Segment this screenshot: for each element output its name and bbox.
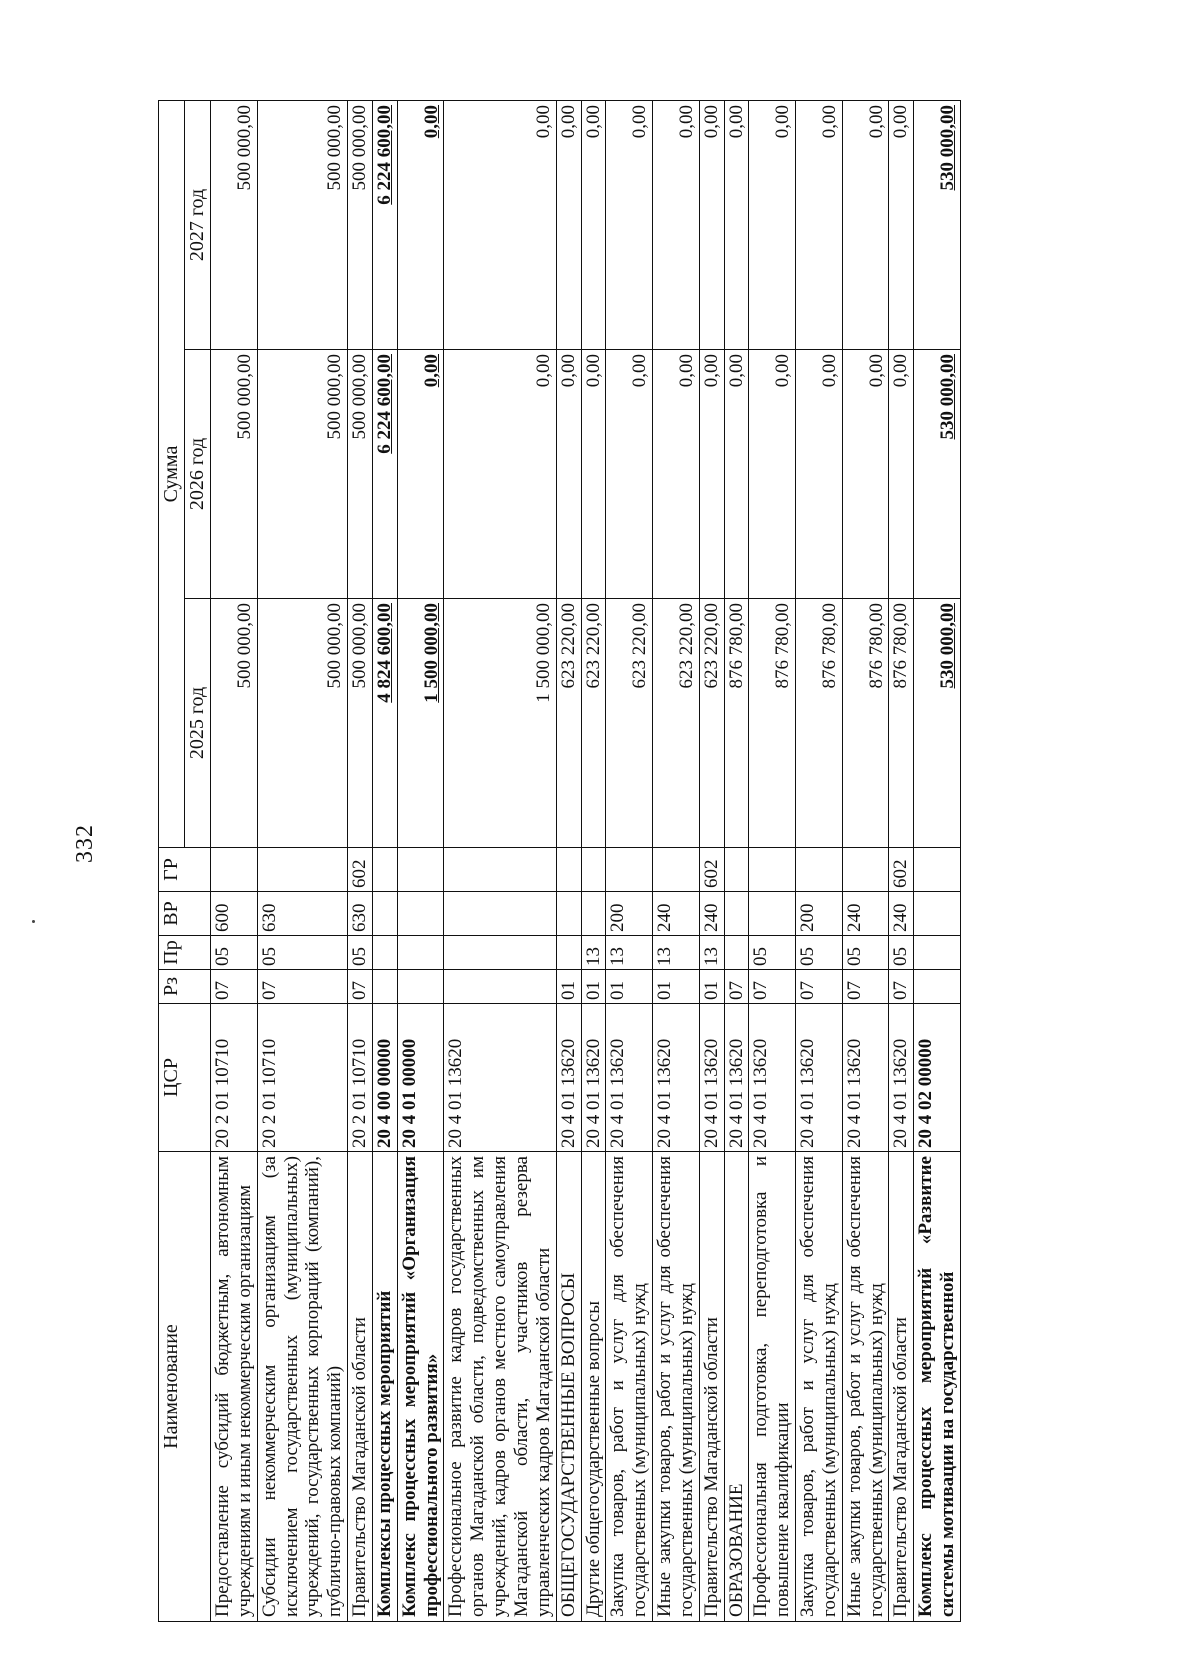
- cell-gr: [257, 848, 347, 892]
- cell-pr: 05: [796, 936, 843, 970]
- cell-vr: [444, 892, 556, 936]
- table-body: [211, 100, 961, 1621]
- cell-vr: 240: [699, 892, 724, 936]
- table-row: [372, 100, 397, 1621]
- cell-name: Предоставление субсидий бюджетным, автономным учреждениям и иным некоммерческим организациям: [211, 1152, 258, 1622]
- cell-gr: [606, 848, 653, 892]
- cell-2027: 0,00: [444, 100, 556, 349]
- cell-pr: 13: [581, 936, 606, 970]
- cell-rz: 01: [581, 970, 606, 1004]
- cell-name: Комплекс процессных мероприятий «Развитие системы мотивации на государственной: [914, 1152, 961, 1622]
- cell-rz: [914, 970, 961, 1004]
- cell-csr: 20 4 01 13620: [724, 1004, 749, 1152]
- table-row: [653, 100, 700, 1621]
- cell-2027: 0,00: [556, 100, 581, 349]
- cell-rz: 07: [796, 970, 843, 1004]
- cell-2025: 500 000,00: [257, 599, 347, 848]
- cell-name: Правительство Магаданской области: [348, 1152, 373, 1622]
- table-row: [444, 100, 556, 1621]
- cell-gr: [653, 848, 700, 892]
- header-gr: ГР: [159, 848, 211, 892]
- cell-pr: [397, 936, 444, 970]
- cell-csr: 20 4 01 00000: [397, 1004, 444, 1152]
- cell-pr: [556, 936, 581, 970]
- cell-vr: [914, 892, 961, 936]
- cell-vr: 200: [606, 892, 653, 936]
- cell-pr: [372, 936, 397, 970]
- cell-gr: 602: [889, 848, 914, 892]
- cell-gr: [796, 848, 843, 892]
- cell-csr: 20 4 01 13620: [796, 1004, 843, 1152]
- cell-name: Правительство Магаданской области: [699, 1152, 724, 1622]
- cell-2026: 0,00: [842, 350, 889, 599]
- header-sum: Сумма: [159, 100, 185, 847]
- header-pr: Пр: [159, 936, 211, 970]
- table-row: [842, 100, 889, 1621]
- cell-2025: 623 220,00: [606, 599, 653, 848]
- cell-2026: 500 000,00: [348, 350, 373, 599]
- cell-csr: 20 2 01 10710: [257, 1004, 347, 1152]
- table-row: [581, 100, 606, 1621]
- rotated-table-container: [158, 102, 1078, 1622]
- table-row: [889, 100, 914, 1621]
- cell-2027: 0,00: [699, 100, 724, 349]
- cell-2025: 623 220,00: [699, 599, 724, 848]
- table-row: [724, 100, 749, 1621]
- header-vr: ВР: [159, 892, 211, 936]
- cell-rz: 07: [257, 970, 347, 1004]
- cell-2027: 500 000,00: [257, 100, 347, 349]
- cell-2026: 0,00: [749, 350, 796, 599]
- cell-name: Другие общегосударственные вопросы: [581, 1152, 606, 1622]
- cell-csr: 20 4 01 13620: [699, 1004, 724, 1152]
- cell-vr: 240: [889, 892, 914, 936]
- cell-2026: 0,00: [724, 350, 749, 599]
- cell-name: Комплексы процессных мероприятий: [372, 1152, 397, 1622]
- cell-vr: [749, 892, 796, 936]
- cell-pr: 05: [842, 936, 889, 970]
- header-2025: 2025 год: [185, 599, 211, 848]
- cell-2025: 876 780,00: [842, 599, 889, 848]
- cell-2025: 623 220,00: [653, 599, 700, 848]
- cell-name: Профессиональное развитие кадров государственных органов Магаданской области, подведомственных им учреждений, кадров органов местного самоуправления Магаданской области, участников резерва управленческих кадров Магаданской области: [444, 1152, 556, 1622]
- cell-2027: 0,00: [796, 100, 843, 349]
- table-row: [914, 100, 961, 1621]
- cell-rz: [444, 970, 556, 1004]
- cell-name: Профессиональная подготовка, переподготовка и повышение квалификации: [749, 1152, 796, 1622]
- cell-rz: 07: [348, 970, 373, 1004]
- cell-2025: 876 780,00: [889, 599, 914, 848]
- cell-2026: 500 000,00: [257, 350, 347, 599]
- cell-gr: [842, 848, 889, 892]
- table-row: [556, 100, 581, 1621]
- table-row: [606, 100, 653, 1621]
- cell-2026: 530 000,00: [914, 350, 961, 599]
- cell-vr: 200: [796, 892, 843, 936]
- cell-vr: 630: [257, 892, 347, 936]
- cell-2026: 6 224 600,00: [372, 350, 397, 599]
- cell-2027: 0,00: [749, 100, 796, 349]
- cell-pr: 05: [348, 936, 373, 970]
- cell-2025: 4 824 600,00: [372, 599, 397, 848]
- cell-rz: 01: [606, 970, 653, 1004]
- cell-csr: 20 4 00 00000: [372, 1004, 397, 1152]
- cell-2027: 530 000,00: [914, 100, 961, 349]
- cell-rz: 07: [889, 970, 914, 1004]
- cell-2027: 0,00: [653, 100, 700, 349]
- cell-gr: [724, 848, 749, 892]
- table-row: [699, 100, 724, 1621]
- cell-2026: 0,00: [699, 350, 724, 599]
- cell-vr: 600: [211, 892, 258, 936]
- cell-pr: 05: [211, 936, 258, 970]
- cell-2025: 500 000,00: [211, 599, 258, 848]
- cell-2025: 1 500 000,00: [397, 599, 444, 848]
- cell-csr: 20 4 01 13620: [444, 1004, 556, 1152]
- cell-pr: 05: [889, 936, 914, 970]
- cell-2027: 0,00: [606, 100, 653, 349]
- cell-csr: 20 4 01 13620: [889, 1004, 914, 1152]
- cell-csr: 20 2 01 10710: [211, 1004, 258, 1152]
- cell-2025: 1 500 000,00: [444, 599, 556, 848]
- cell-pr: 13: [606, 936, 653, 970]
- cell-gr: 602: [699, 848, 724, 892]
- cell-2027: 0,00: [397, 100, 444, 349]
- table-row: [749, 100, 796, 1621]
- cell-2025: 623 220,00: [556, 599, 581, 848]
- header-csr: ЦСР: [159, 1004, 211, 1152]
- cell-rz: 07: [724, 970, 749, 1004]
- cell-rz: 01: [699, 970, 724, 1004]
- cell-csr: 20 4 01 13620: [653, 1004, 700, 1152]
- cell-csr: 20 4 02 00000: [914, 1004, 961, 1152]
- cell-name: Закупка товаров, работ и услуг для обеспечения государственных (муниципальных) нужд: [796, 1152, 843, 1622]
- cell-2025: 500 000,00: [348, 599, 373, 848]
- cell-vr: [556, 892, 581, 936]
- cell-name: ОБЩЕГОСУДАРСТВЕННЫЕ ВОПРОСЫ: [556, 1152, 581, 1622]
- cell-pr: 13: [653, 936, 700, 970]
- cell-vr: 240: [842, 892, 889, 936]
- cell-gr: [556, 848, 581, 892]
- page-number: 332: [72, 824, 98, 863]
- cell-csr: 20 4 01 13620: [606, 1004, 653, 1152]
- cell-2026: 0,00: [556, 350, 581, 599]
- cell-2025: 530 000,00: [914, 599, 961, 848]
- header-2026: 2026 год: [185, 350, 211, 599]
- cell-2027: 0,00: [889, 100, 914, 349]
- cell-gr: [372, 848, 397, 892]
- cell-rz: 01: [556, 970, 581, 1004]
- table-row: [211, 100, 258, 1621]
- cell-name: Закупка товаров, работ и услуг для обеспечения государственных (муниципальных) нужд: [606, 1152, 653, 1622]
- cell-gr: [581, 848, 606, 892]
- cell-2027: 6 224 600,00: [372, 100, 397, 349]
- cell-rz: [397, 970, 444, 1004]
- cell-pr: 05: [749, 936, 796, 970]
- cell-gr: [211, 848, 258, 892]
- cell-pr: [914, 936, 961, 970]
- table-header: [159, 100, 211, 1621]
- cell-name: Иные закупки товаров, работ и услуг для обеспечения государственных (муниципальных) нужд: [653, 1152, 700, 1622]
- table-row: [348, 100, 373, 1621]
- cell-rz: 01: [653, 970, 700, 1004]
- cell-name: Правительство Магаданской области: [889, 1152, 914, 1622]
- cell-name: ОБРАЗОВАНИЕ: [724, 1152, 749, 1622]
- cell-name: Субсидии некоммерческим организациям (за исключением государственных (муниципальных) учреждений, государственных корпораций (компаний), публично-правовых компаний): [257, 1152, 347, 1622]
- cell-name: Комплекс процессных мероприятий «Организация профессионального развития»: [397, 1152, 444, 1622]
- header-2027: 2027 год: [185, 100, 211, 349]
- scan-speck: [32, 920, 35, 923]
- cell-vr: 240: [653, 892, 700, 936]
- cell-pr: [444, 936, 556, 970]
- cell-csr: 20 4 01 13620: [556, 1004, 581, 1152]
- cell-2027: 0,00: [724, 100, 749, 349]
- cell-csr: 20 4 01 13620: [749, 1004, 796, 1152]
- cell-2027: 500 000,00: [348, 100, 373, 349]
- cell-pr: 05: [257, 936, 347, 970]
- cell-2026: 0,00: [889, 350, 914, 599]
- cell-2026: 0,00: [796, 350, 843, 599]
- cell-csr: 20 4 01 13620: [581, 1004, 606, 1152]
- cell-rz: [372, 970, 397, 1004]
- cell-rz: 07: [749, 970, 796, 1004]
- table-row: [397, 100, 444, 1621]
- cell-gr: [914, 848, 961, 892]
- table-row: [796, 100, 843, 1621]
- cell-pr: 13: [699, 936, 724, 970]
- cell-gr: [749, 848, 796, 892]
- cell-csr: 20 4 01 13620: [842, 1004, 889, 1152]
- cell-2026: 0,00: [444, 350, 556, 599]
- header-name: Наименование: [159, 1152, 211, 1622]
- cell-2026: 0,00: [581, 350, 606, 599]
- cell-2027: 0,00: [581, 100, 606, 349]
- cell-2026: 0,00: [397, 350, 444, 599]
- cell-vr: [581, 892, 606, 936]
- budget-table: [158, 100, 961, 1622]
- cell-2025: 876 780,00: [724, 599, 749, 848]
- table-row: [257, 100, 347, 1621]
- cell-vr: [372, 892, 397, 936]
- cell-pr: [724, 936, 749, 970]
- cell-name: Иные закупки товаров, работ и услуг для обеспечения государственных (муниципальных) нужд: [842, 1152, 889, 1622]
- cell-2027: 0,00: [842, 100, 889, 349]
- cell-2026: 0,00: [606, 350, 653, 599]
- cell-2025: 876 780,00: [796, 599, 843, 848]
- cell-vr: [397, 892, 444, 936]
- cell-2026: 0,00: [653, 350, 700, 599]
- cell-vr: [724, 892, 749, 936]
- cell-csr: 20 2 01 10710: [348, 1004, 373, 1152]
- cell-2027: 500 000,00: [211, 100, 258, 349]
- cell-vr: 630: [348, 892, 373, 936]
- cell-2026: 500 000,00: [211, 350, 258, 599]
- cell-gr: [444, 848, 556, 892]
- cell-2025: 623 220,00: [581, 599, 606, 848]
- cell-rz: 07: [842, 970, 889, 1004]
- cell-gr: [397, 848, 444, 892]
- cell-2025: 876 780,00: [749, 599, 796, 848]
- cell-rz: 07: [211, 970, 258, 1004]
- cell-gr: 602: [348, 848, 373, 892]
- header-rz: Рз: [159, 970, 211, 1004]
